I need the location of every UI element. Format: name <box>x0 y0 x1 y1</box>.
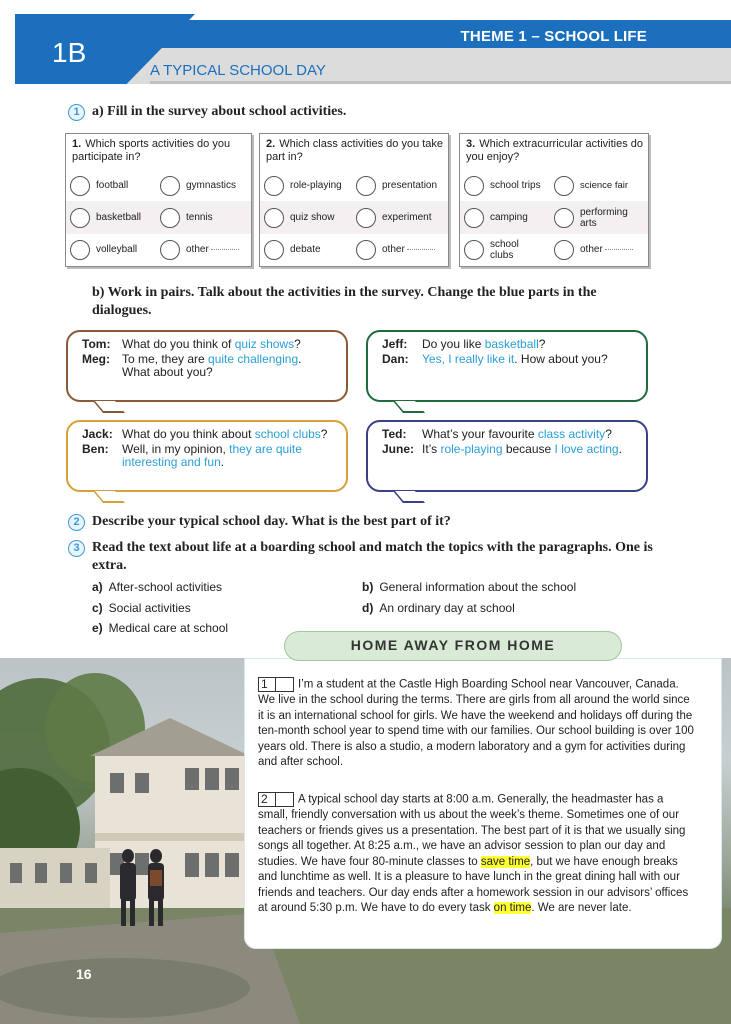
survey-question: 2. Which class activities do you take part in? <box>266 138 444 163</box>
checkbox-circle[interactable] <box>554 176 574 196</box>
checkbox-circle[interactable] <box>464 208 484 228</box>
reading-paragraph-1: 1 I’m a student at the Castle High Boarding School near Vancouver, Canada. We live in the school during the terms. There are girls from all around the world since it is an international school for girls. We have the weekend and holidays off during the ten-month school year to spend time with our families. Our school building is over 100 years old. There is also a studio, a modern laboratory and a gym for activities during and after school. <box>258 677 694 769</box>
topic-b: b) General information about the school <box>362 580 577 594</box>
survey-option[interactable]: role-playing <box>264 169 342 202</box>
survey-extracurricular <box>459 133 649 267</box>
topic-e: e) Medical care at school <box>92 621 229 635</box>
exercise-2-instruction: Describe your typical school day. What is the best part of it? <box>92 514 451 529</box>
dialogue-bubble-ted-june <box>366 420 648 492</box>
reading-paragraph-2: 2 A typical school day starts at 8:00 a.m. Generally, the headmaster has a small, friendly conversation with us about the week’s theme. Sometimes one of our teachers or friends gives us a presentation. The best part of it is that we usually sing songs all together. At 8:25 a.m., we have an advisor session to plan our day and studies. We have four 80-minute classes to save time, but we have enough breaks and lunchtime as well. It is a pleasure to have lunch in the great dining hall with our friends and teachers. Our day ends after a homework session in our advisors’ offices at around 5:30 p.m. We have to do every task on time. We are never late. <box>258 792 689 915</box>
exercise-1b-instruction: b) Work in pairs. Talk about the activities in the survey. Change the blue parts in the dialogues. <box>92 285 597 318</box>
exercise-number-2: 2 <box>68 514 85 531</box>
exercise-number-3: 3 <box>68 540 85 557</box>
answer-box[interactable] <box>276 792 294 807</box>
survey-option[interactable]: other <box>554 233 633 266</box>
highlighted-phrase: save time <box>480 855 531 868</box>
survey-sports <box>65 133 252 267</box>
bubble-tail <box>93 491 125 503</box>
survey-option[interactable]: experiment <box>356 201 431 234</box>
dialogue-line: Ben: Well, in my opinion, they are quite interesting and fun. <box>82 442 302 469</box>
survey-option[interactable]: other <box>356 233 435 266</box>
checkbox-circle[interactable] <box>160 176 180 196</box>
checkbox-circle[interactable] <box>464 176 484 196</box>
topic-c: c) Social activities <box>92 601 191 615</box>
survey-row <box>66 233 251 266</box>
paragraph-number-box: 2 <box>258 792 276 807</box>
checkbox-circle[interactable] <box>160 208 180 228</box>
exercise-3-instruction: Read the text about life at a boarding school and match the topics with the paragraphs. One is extra. <box>92 540 653 573</box>
survey-option[interactable]: other <box>160 233 239 266</box>
survey-row <box>260 169 448 202</box>
survey-class-activities <box>259 133 449 267</box>
topic-d: d) An ordinary day at school <box>362 601 515 615</box>
survey-row <box>66 169 251 202</box>
checkbox-circle[interactable] <box>264 176 284 196</box>
bubble-tail <box>393 491 425 503</box>
survey-row <box>460 233 648 266</box>
survey-option[interactable]: volleyball <box>70 233 137 266</box>
bubble-tail <box>93 401 125 413</box>
unit-code: 1B <box>52 37 87 68</box>
checkbox-circle[interactable] <box>356 240 376 260</box>
exercise-1a-instruction: a) Fill in the survey about school activities. <box>92 104 347 119</box>
topic-a: a) After-school activities <box>92 580 223 594</box>
exercise-number-1: 1 <box>68 104 85 121</box>
checkbox-circle[interactable] <box>70 208 90 228</box>
checkbox-circle[interactable] <box>264 240 284 260</box>
survey-question: 3. Which extracurricular activities do you enjoy? <box>466 138 644 163</box>
survey-option[interactable]: camping <box>464 201 528 234</box>
survey-option[interactable]: quiz show <box>264 201 334 234</box>
survey-option[interactable]: science fair <box>554 169 628 202</box>
checkbox-circle[interactable] <box>70 240 90 260</box>
survey-row <box>66 201 251 234</box>
dialogue-bubble-tom-meg <box>66 330 348 402</box>
lesson-title: A TYPICAL SCHOOL DAY <box>150 62 326 79</box>
survey-row <box>260 201 448 234</box>
survey-option[interactable]: basketball <box>70 201 141 234</box>
checkbox-circle[interactable] <box>356 208 376 228</box>
write-in-line[interactable] <box>605 249 633 250</box>
survey-row <box>460 201 648 234</box>
survey-option[interactable]: school clubs <box>464 233 530 266</box>
write-in-line[interactable] <box>211 249 239 250</box>
answer-box[interactable] <box>276 677 294 692</box>
checkbox-circle[interactable] <box>554 240 574 260</box>
dialogue-line: Ted: What’s your favourite class activity? <box>382 427 612 441</box>
survey-row <box>460 169 648 202</box>
checkbox-circle[interactable] <box>464 240 484 260</box>
checkbox-circle[interactable] <box>160 240 180 260</box>
bubble-tail <box>393 401 425 413</box>
survey-question: 1. Which sports activities do you participate in? <box>72 138 231 163</box>
dialogue-bubble-jack-ben <box>66 420 348 492</box>
dialogue-line: Tom: What do you think of quiz shows? <box>82 337 301 351</box>
dialogue-line: Dan: Yes, I really like it. How about you? <box>382 352 608 366</box>
checkbox-circle[interactable] <box>356 176 376 196</box>
dialogue-bubble-jeff-dan <box>366 330 648 402</box>
reading-title: HOME AWAY FROM HOME <box>284 631 622 661</box>
dialogue-line: June: It’s role-playing because I love acting. <box>382 442 622 456</box>
page-number: 16 <box>76 966 92 982</box>
survey-option[interactable]: debate <box>264 233 321 266</box>
highlighted-phrase: on time <box>493 902 532 915</box>
survey-option[interactable]: football <box>70 169 128 202</box>
dialogue-line: Jack: What do you think about school clubs? <box>82 427 328 441</box>
dialogue-line: Jeff: Do you like basketball? <box>382 337 546 351</box>
paragraph-number-box: 1 <box>258 677 276 692</box>
theme-title: THEME 1 – SCHOOL LIFE <box>460 28 647 45</box>
checkbox-circle[interactable] <box>264 208 284 228</box>
dialogue-line: Meg: To me, they are quite challenging. What about you? <box>82 352 302 379</box>
write-in-line[interactable] <box>407 249 435 250</box>
survey-option[interactable]: tennis <box>160 201 213 234</box>
survey-row <box>260 233 448 266</box>
header-stripe <box>150 81 731 84</box>
checkbox-circle[interactable] <box>554 208 574 228</box>
checkbox-circle[interactable] <box>70 176 90 196</box>
survey-option[interactable]: performing arts <box>554 201 636 234</box>
survey-option[interactable]: school trips <box>464 169 541 202</box>
survey-option[interactable]: gymnastics <box>160 169 236 202</box>
survey-option[interactable]: presentation <box>356 169 437 202</box>
